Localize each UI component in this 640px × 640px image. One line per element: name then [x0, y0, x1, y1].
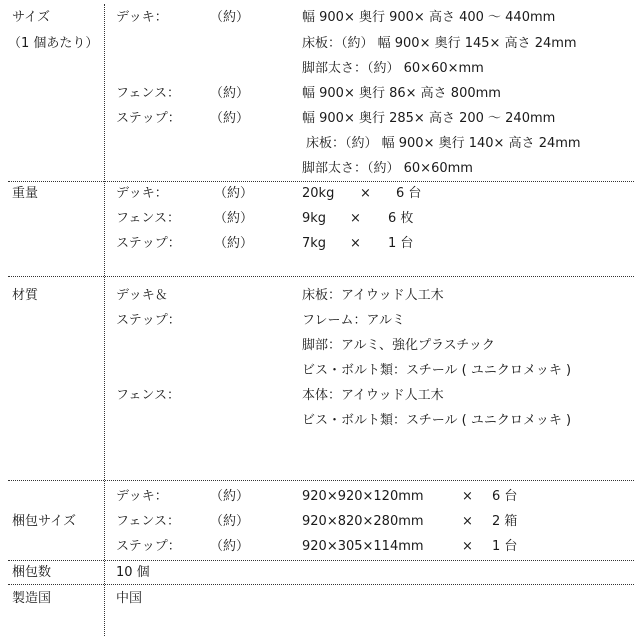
size-fence-line1: 幅 900× 奥行 86× 高さ 800mm — [302, 86, 501, 101]
size-step-line1: 幅 900× 奥行 285× 高さ 200 〜 240mm — [302, 111, 556, 126]
size-step-line3: 脚部太さ：（約） 60×60mm — [302, 161, 473, 176]
material-deck-line-3: 脚部：アルミ、強化プラスチック — [302, 338, 495, 353]
package-count-label: 梱包数 — [12, 565, 52, 580]
weight-fence-count: 6 枚 — [388, 211, 414, 226]
material-fence-line-2: ビス・ボルト類：スチール ( ユニクロメッキ ) — [302, 413, 572, 428]
weight-label: 重量 — [12, 186, 39, 201]
weight-deck-times: × — [360, 186, 371, 201]
size-fence-name: フェンス： — [116, 86, 180, 101]
size-fence-approx: （約） — [210, 86, 250, 101]
weight-fence-name: フェンス： — [116, 211, 180, 226]
weight-step-times: × — [350, 236, 361, 251]
weight-deck-name: デッキ： — [116, 186, 168, 201]
weight-step-count: 1 台 — [388, 236, 414, 251]
package-step-approx: （約） — [210, 539, 250, 554]
material-deck-line-1: 床板：アイウッド人工木 — [302, 288, 444, 303]
size-deck-line1: 幅 900× 奥行 900× 高さ 400 〜 440mm — [302, 10, 556, 25]
material-deck-line-2: フレーム：アルミ — [302, 313, 405, 328]
row-divider-material-package — [8, 480, 634, 481]
weight-deck-value: 20kg — [302, 186, 335, 201]
size-deck-line2: 床板：（約） 幅 900× 奥行 145× 高さ 24mm — [302, 36, 577, 51]
package-fence-times: × — [462, 514, 473, 529]
column-divider — [104, 4, 105, 636]
package-deck-approx: （約） — [210, 489, 250, 504]
weight-deck-count: 6 台 — [396, 186, 422, 201]
weight-fence-times: × — [350, 211, 361, 226]
package-size-label: 梱包サイズ — [12, 514, 76, 529]
size-step-name: ステップ： — [116, 111, 181, 126]
origin-label: 製造国 — [12, 591, 52, 606]
package-deck-count: 6 台 — [492, 489, 518, 504]
package-deck-value: 920×920×120mm — [302, 489, 424, 504]
material-fence-name: フェンス： — [116, 388, 180, 403]
package-deck-times: × — [462, 489, 473, 504]
size-step-approx: （約） — [210, 111, 250, 126]
size-step-line2: 床板：（約） 幅 900× 奥行 140× 高さ 24mm — [306, 136, 581, 151]
size-sublabel: （1 個あたり） — [8, 36, 99, 51]
weight-fence-approx: （約） — [214, 211, 254, 226]
material-deck-line-4: ビス・ボルト類：スチール ( ユニクロメッキ ) — [302, 363, 572, 378]
package-fence-approx: （約） — [210, 514, 250, 529]
size-label: サイズ — [12, 10, 50, 25]
origin-value: 中国 — [116, 591, 143, 606]
weight-fence-value: 9kg — [302, 211, 327, 226]
size-deck-approx: （約） — [210, 10, 250, 25]
package-step-count: 1 台 — [492, 539, 518, 554]
weight-step-approx: （約） — [214, 236, 254, 251]
weight-step-name: ステップ： — [116, 236, 181, 251]
row-divider-weight-material — [8, 276, 634, 277]
row-divider-count-origin — [8, 584, 634, 585]
package-fence-name: フェンス： — [116, 514, 180, 529]
package-deck-name: デッキ： — [116, 489, 168, 504]
package-count-value: 10 個 — [116, 565, 150, 580]
weight-step-value: 7kg — [302, 236, 327, 251]
weight-deck-approx: （約） — [214, 186, 254, 201]
material-deck-step-name-2: ステップ： — [116, 313, 181, 328]
size-deck-line3: 脚部太さ：（約） 60×60×mm — [302, 61, 484, 76]
package-fence-value: 920×820×280mm — [302, 514, 424, 529]
package-fence-count: 2 箱 — [492, 514, 518, 529]
row-divider-package-count — [8, 560, 634, 561]
material-deck-step-name: デッキ＆ — [116, 288, 168, 303]
material-fence-line-1: 本体：アイウッド人工木 — [302, 388, 444, 403]
row-divider-size-weight — [8, 181, 634, 182]
package-step-value: 920×305×114mm — [302, 539, 424, 554]
material-label: 材質 — [12, 288, 39, 303]
package-step-name: ステップ： — [116, 539, 181, 554]
package-step-times: × — [462, 539, 473, 554]
size-deck-name: デッキ： — [116, 10, 168, 25]
